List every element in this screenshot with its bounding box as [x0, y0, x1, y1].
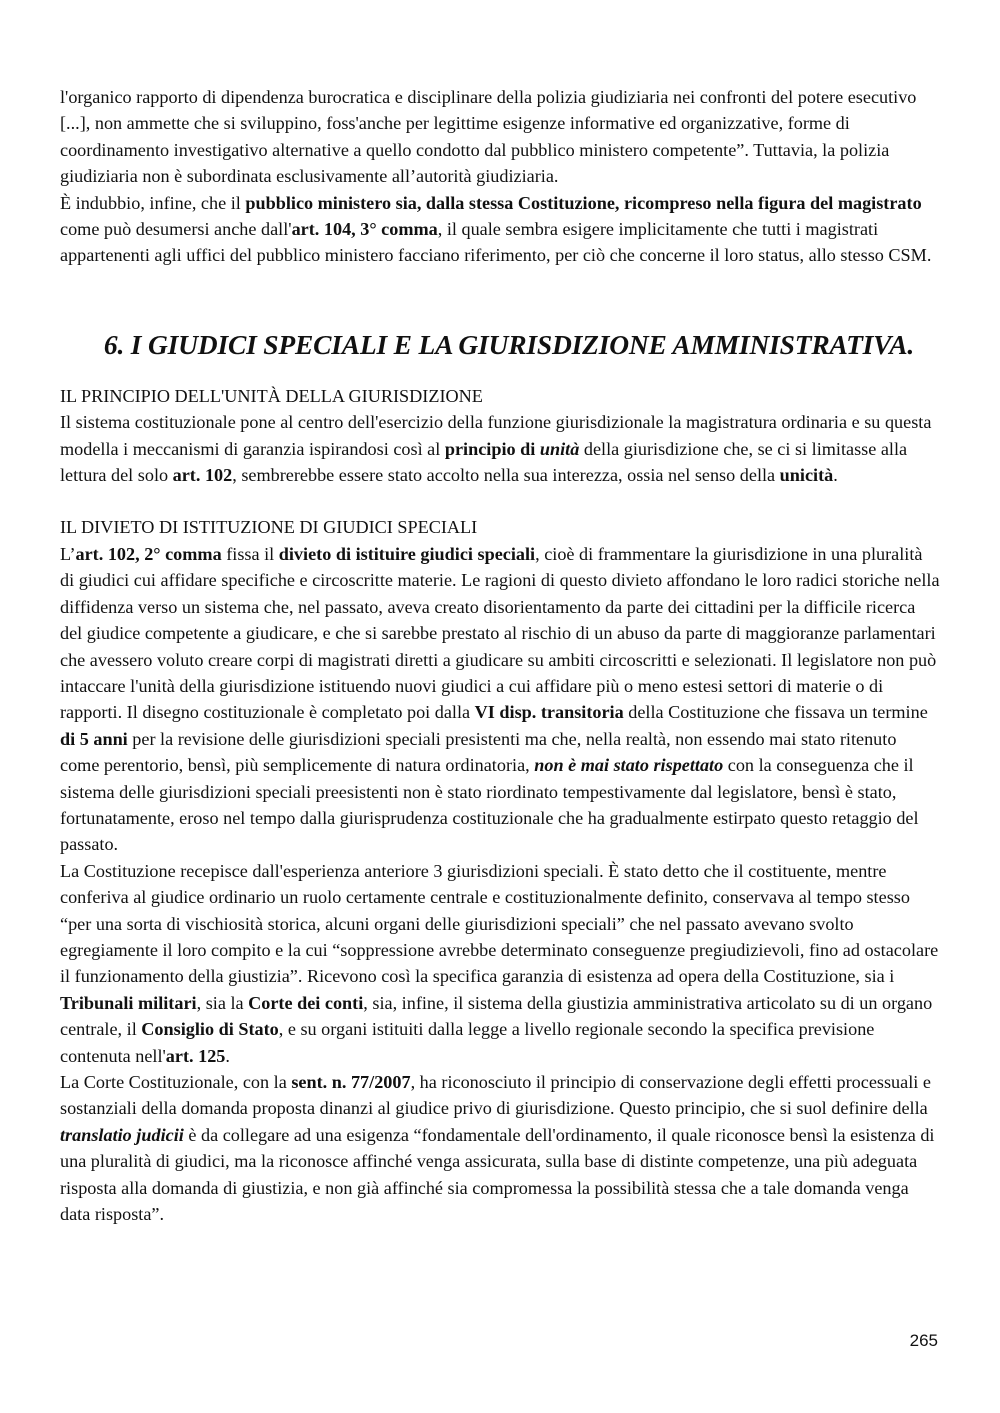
emphasis-run: unicità: [779, 465, 834, 486]
emphasis-run: Tribunali militari: [60, 992, 197, 1013]
emphasis-run: sent. n. 77/2007: [291, 1072, 411, 1092]
text-run: della giurisdizione che, se ci si limitasse alla lettura del solo: [60, 438, 908, 486]
emphasis-run: art. 102: [172, 465, 233, 486]
emphasis-run: di 5 anni: [60, 728, 128, 749]
text-run: È indubbio, infine, che il: [60, 192, 246, 213]
text-run: , e su organi istituiti dalla legge a livello regionale secondo la specifica previsione contenuta nell': [60, 1019, 875, 1066]
text-run: come può desumersi anche dall': [60, 219, 292, 240]
emphasis-run: pubblico ministero sia, dalla stessa Costituzione, ricompreso nella figura del magistrato: [245, 192, 922, 213]
text-run: La Costituzione recepisce dall'esperienza anteriore 3 giurisdizioni speciali. È stato detto che il costituente, mentre conferiva al giudice ordinario un ruolo certamente centrale e costituzionalmente definito, conservava al tempo stesso “per una sorta di vischiosità storica, alcuni organi delle giurisdizioni speciali” che nel passato avevano svolto egregiamente il loro compito e la cui “soppressione avrebbe determinato conseguenze pregiudizievoli, fino ad ostacolare il funzionamento della giustizia”. Ricevono così la specifica garanzia di esistenza ad opera della Costituzione, sia i: [60, 860, 939, 987]
emphasis-run: art. 102, 2° comma: [75, 543, 222, 564]
document-page: [60, 84, 940, 1227]
paragraph: [60, 858, 940, 1069]
text-run: , cioè di frammentare la giurisdizione in una pluralità di giudici cui affidare specifiche e circoscritte materie. Le ragioni di questo divieto affondano le loro radici storiche nella diffidenza verso un sistema che, nel passato, aveva creato disorientamento da parte dei cittadini per la difficile ricerca del giudice competente a giudicare, e che si sarebbe prestato al rischio di un abuso da parte di maggioranze parlamentari che avessero voluto creare corpi di magistrati diretti a giudicare su ambiti circoscritti e selezionati. Il legislatore non può intaccare l'unità della giurisdizione istituendo nuovi giudici a cui affidare più o meno estesi settori di materie o di rapporti. Il disegno costituzionale è completato poi dalla: [60, 543, 940, 723]
section-heading: IL DIVIETO DI ISTITUZIONE DI GIUDICI SPECIALI: [60, 517, 478, 538]
text-run: .: [833, 465, 838, 486]
text-run: l'organico rapporto di dipendenza burocratica e disciplinare della polizia giudiziaria nei confronti del potere esecutivo [...], non ammette che si sviluppino, foss'anche per legittime esigenze informative ed organizzative, forme di coordinamento investigativo alternative a quello condotto dal pubblico ministero competente”. Tuttavia, la polizia giudiziaria non è subordinata esclusivamente all’autorità giudiziaria.: [60, 87, 917, 187]
emphasis-run: Consiglio di Stato: [141, 1019, 279, 1040]
text-run: , sia la: [196, 992, 249, 1013]
spacer: [60, 488, 940, 514]
text-run: della Costituzione che fissava un termine: [623, 702, 928, 723]
text-run: con la conseguenza che il sistema delle giurisdizioni speciali preesistenti non è stato riordinato tempestivamente dal legislatore, bensì è stato, fortunatamente, eroso nel tempo dalla giurisprudenza costituzionale che ha gradualmente estirpato questo retaggio del passato.: [60, 755, 919, 855]
emphasis-run: principio di: [444, 438, 540, 459]
text-run: Il sistema costituzionale pone al centro dell'esercizio della funzione giurisdizionale la magistratura ordinaria e su questa modella i meccanismi di garanzia ispirandosi così al: [60, 412, 932, 459]
paragraph: [60, 1069, 940, 1227]
emphasis-run: art. 104, 3° comma: [291, 219, 438, 240]
text-run: , sembrerebbe essere stato accolto nella sua interezza, ossia nel senso della: [232, 465, 780, 486]
paragraph: [60, 190, 940, 269]
section-heading: IL PRINCIPIO DELL'UNITÀ DELLA GIURISDIZIONE: [60, 385, 483, 406]
paragraph: [60, 541, 940, 858]
text-run: fissa il: [221, 543, 279, 564]
emphasis-run: divieto di istituire giudici speciali: [278, 543, 536, 564]
text-run: L’: [60, 543, 76, 564]
text-run: , il quale sembra esigere implicitamente che tutti i magistrati appartenenti agli uffici del pubblico ministero facciano riferimento, per ciò che concerne il loro status, allo stesso CSM.: [60, 219, 932, 266]
emphasis-run: unità: [539, 438, 580, 459]
chapter-title: 6. I GIUDICI SPECIALI E LA GIURISDIZIONE AMMINISTRATIVA.: [103, 328, 915, 360]
paragraph: [60, 409, 940, 488]
emphasis-run: VI disp. transitoria: [474, 702, 624, 723]
text-run: è da collegare ad una esigenza “fondamentale dell'ordinamento, il quale riconosce bensì la esistenza di una pluralità di giudici, ma la riconosce affinché venga assicurata, sulla base di distinte competenze, una più adeguata risposta alla domanda di giustizia, e non già affinché sia compromessa la possibilità stessa che a tale domanda venga data risposta”.: [60, 1124, 935, 1225]
emphasis-run: translatio judicii: [60, 1124, 184, 1145]
page-number: 265: [909, 1331, 938, 1350]
text-run: , ha riconosciuto il principio di conservazione degli effetti processuali e sostanziali della domanda proposta dinanzi al giudice privo di giurisdizione. Questo principio, che si suol definire della: [60, 1072, 931, 1119]
text-run: per la revisione delle giurisdizioni speciali presistenti ma che, nella realtà, non essendo mai stato ritenuto come perentorio, bensì, più semplicemente di natura ordinatoria,: [60, 728, 897, 776]
paragraph: [60, 84, 940, 190]
text-run: .: [225, 1045, 230, 1066]
text-run: , sia, infine, il sistema della giustizia amministrativa articolato su di un organo centrale, il: [60, 992, 933, 1040]
text-run: La Corte Costituzionale, con la: [60, 1072, 292, 1092]
emphasis-run: non è mai stato rispettato: [534, 755, 724, 776]
emphasis-run: art. 125: [165, 1045, 226, 1066]
emphasis-run: Corte dei conti: [248, 992, 364, 1013]
